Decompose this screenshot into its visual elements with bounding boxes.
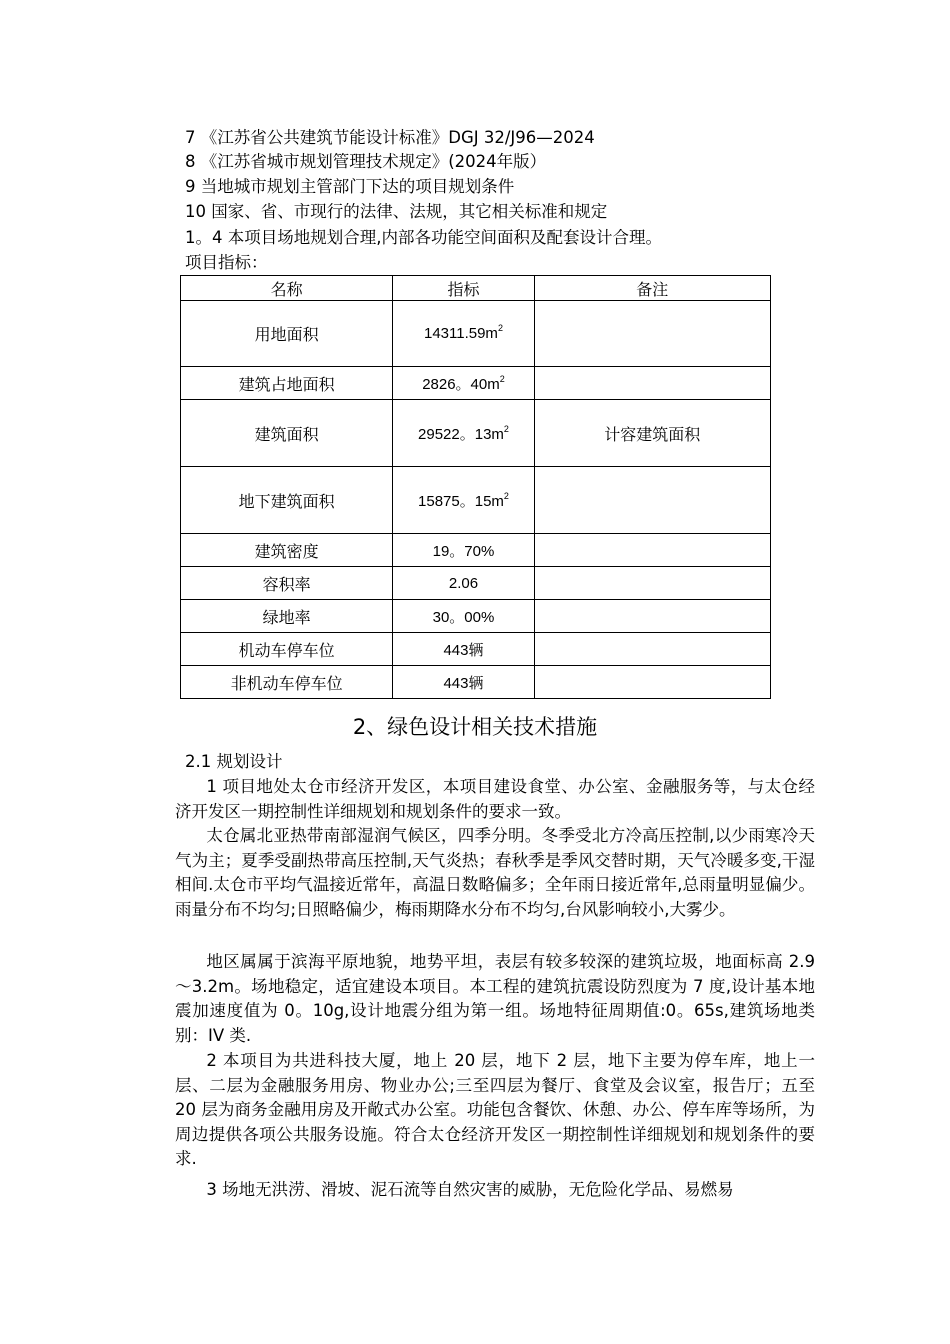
row-note bbox=[534, 666, 770, 699]
row-value: 29522。$13m^2$ bbox=[393, 400, 534, 467]
row-value: 19。70% bbox=[393, 534, 534, 567]
paragraph-geology: 地区属属于滨海平原地貌，地势平坦，表层有较多较深的建筑垃圾，地面标高 2.9～3.2m。场地稳定，适宜建设本项目。本工程的建筑抗震设防烈度为 7 度,设计基本地震加速度值为 0。10g,设计地震分组为第一组。场地特征周期值:0。65s,建筑场地类别：IV 类. bbox=[175, 952, 815, 1045]
table-row bbox=[181, 301, 771, 367]
reference-item-9: 9 当地城市规划主管部门下达的项目规划条件 bbox=[185, 177, 515, 196]
header-indicator: 指标 bbox=[393, 276, 534, 301]
row-name: 地下建筑面积 bbox=[181, 467, 393, 534]
table-row bbox=[181, 600, 771, 633]
row-note bbox=[534, 467, 770, 534]
reference-item-10: 10 国家、省、市现行的法律、法规，其它相关标准和规定 bbox=[185, 202, 608, 221]
section-2-heading: 2、绿色设计相关技术措施 bbox=[352, 715, 598, 739]
row-value: 2826。$40m^2$ bbox=[393, 367, 534, 400]
header-note: 备注 bbox=[534, 276, 770, 301]
table-row bbox=[181, 400, 771, 467]
row-value: $14311.59m^2$ bbox=[393, 301, 534, 367]
row-name: 用地面积 bbox=[181, 301, 393, 367]
row-note bbox=[534, 633, 770, 666]
row-name: 机动车停车位 bbox=[181, 633, 393, 666]
table-row bbox=[181, 534, 771, 567]
row-name: 建筑密度 bbox=[181, 534, 393, 567]
row-name: 建筑占地面积 bbox=[181, 367, 393, 400]
row-note bbox=[534, 301, 770, 367]
paragraph-site-safety: 3 场地无洪涝、滑坡、泥石流等自然灾害的威胁，无危险化学品、易燃易 bbox=[206, 1180, 734, 1199]
row-name: 建筑面积 bbox=[181, 400, 393, 467]
table-row bbox=[181, 467, 771, 534]
row-note bbox=[534, 600, 770, 633]
row-note bbox=[534, 567, 770, 600]
reference-item-8: 8 《江苏省城市规划管理技术规定》(2024年版） bbox=[185, 152, 547, 171]
paragraph-climate: 太仓属北亚热带南部湿润气候区，四季分明。冬季受北方冷高压控制,以少雨寒冷天气为主；夏季受副热带高压控制,天气炎热；春秋季是季风交替时期，天气冷暖多变,干湿相间.太仓市平均气温接近常年，高温日数略偏多；全年雨日接近常年,总雨量明显偏少。雨量分布不均匀;日照略偏少，梅雨期降水分布不均匀,台风影响较小,大雾少。 bbox=[175, 826, 815, 919]
table-row bbox=[181, 666, 771, 699]
row-value: 2.06 bbox=[393, 567, 534, 600]
row-value: 15875。$15m^2$ bbox=[393, 467, 534, 534]
project-indicator-table bbox=[180, 275, 771, 699]
row-value: 443辆 bbox=[393, 633, 534, 666]
row-name: 绿地率 bbox=[181, 600, 393, 633]
paragraph-building-program: 2 本项目为共进科技大厦，地上 20 层，地下 2 层，地下主要为停车库，地上一层、二层为金融服务用房、物业办公;三至四层为餐厅、食堂及会议室，报告厅；五至 20 层为商务金融用房及开敞式办公室。功能包含餐饮、休憩、办公、停车库等场所，为周边提供各项公共服务设施。符合太仓经济开发区一期控制性详细规划和规划条件的要求. bbox=[175, 1051, 815, 1168]
reference-item-7: 7 《江苏省公共建筑节能设计标准》DGJ 32/J96—2024 bbox=[185, 128, 595, 147]
section-1-4-text: 1。4 本项目场地规划合理,内部各功能空间面积及配套设计合理。 bbox=[185, 228, 662, 247]
subsection-2-1-title: 2.1 规划设计 bbox=[185, 752, 283, 771]
table-row bbox=[181, 367, 771, 400]
row-note bbox=[534, 367, 770, 400]
row-name: 非机动车停车位 bbox=[181, 666, 393, 699]
paragraph-location: 1 项目地处太仓市经济开发区，本项目建设食堂、办公室、金融服务等，与太仓经济开发区一期控制性详细规划和规划条件的要求一致。 bbox=[175, 777, 815, 821]
table-label: 项目指标： bbox=[185, 253, 268, 272]
table-row bbox=[181, 567, 771, 600]
row-note bbox=[534, 534, 770, 567]
table-header-row bbox=[181, 276, 771, 301]
row-value: 443辆 bbox=[393, 666, 534, 699]
row-note: 计容建筑面积 bbox=[534, 400, 770, 467]
header-name: 名称 bbox=[181, 276, 393, 301]
row-value: 30。00% bbox=[393, 600, 534, 633]
row-name: 容积率 bbox=[181, 567, 393, 600]
table-row bbox=[181, 633, 771, 666]
